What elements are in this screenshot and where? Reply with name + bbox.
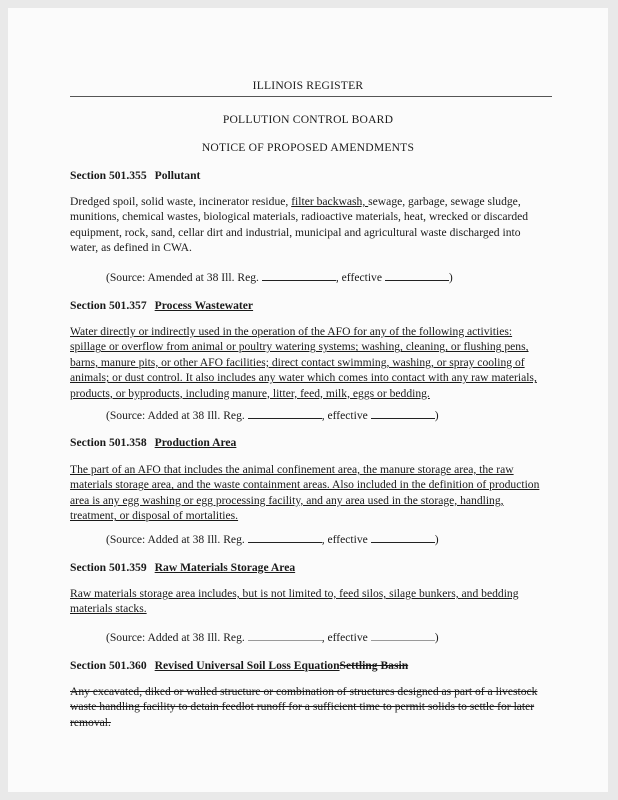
header-rule bbox=[70, 96, 552, 97]
source-note-501-358: (Source: Added at 38 Ill. Reg. , effective ) bbox=[106, 533, 439, 546]
section-number: Section 501.357 bbox=[70, 299, 147, 312]
section-heading-501-360 bbox=[70, 658, 550, 673]
section-title: Raw Materials Storage Area bbox=[154, 561, 296, 574]
effective-blank bbox=[371, 630, 435, 641]
effective-blank bbox=[385, 270, 449, 281]
section-heading-501-359 bbox=[70, 560, 550, 575]
section-title: Production Area bbox=[154, 436, 237, 449]
board-title: POLLUTION CONTROL BOARD bbox=[222, 113, 394, 126]
register-blank bbox=[248, 532, 322, 543]
section-number: Section 501.355 bbox=[70, 169, 147, 182]
section-body-501-357: Water directly or indirectly used in the operation of the AFO for any of the following activities: spillage or overflow from animal or poultry watering systems; washing, cleaning, or flushing pens, barns, manure pits, or other AFO facilities; direct contact swimming, washing, or spray cooling of animals; or dust control. It also includes any water which comes into contact with any raw materials, products, or byproducts, including manure, litter, feed, milk, eggs or bedding. bbox=[70, 325, 537, 400]
notice-title: NOTICE OF PROPOSED AMENDMENTS bbox=[201, 141, 415, 154]
section-title: Pollutant bbox=[154, 169, 201, 182]
source-note-501-355: (Source: Amended at 38 Ill. Reg. , effective ) bbox=[106, 271, 453, 284]
section-title-deleted: Settling Basin bbox=[339, 659, 409, 672]
section-body-501-358: The part of an AFO that includes the animal confinement area, the manure storage area, the raw materials storage area, and the waste containment areas. Also included in the definition of production area is any egg washing or egg processing facility, and any area used in the storage, handling, treatment, or disposal of mortalities. bbox=[70, 463, 540, 523]
source-note-501-357: (Source: Added at 38 Ill. Reg. , effective ) bbox=[106, 409, 439, 422]
section-heading-501-358 bbox=[70, 435, 550, 450]
effective-blank bbox=[371, 532, 435, 543]
section-title-inserted: Revised Universal Soil Loss Equation bbox=[154, 659, 340, 672]
section-title: Process Wastewater bbox=[154, 299, 254, 312]
section-body-501-355 bbox=[70, 194, 550, 256]
body-text: sewage, garbage, sewage sludge, munitions, chemical wastes, biological materials, radioactive materials, heat, wrecked or discarded equipment, rock, sand, cellar dirt and industrial, municipal and agricultural waste discharged into water, as defined in CWA. bbox=[70, 195, 529, 255]
inserted-text: filter backwash, bbox=[291, 195, 369, 208]
section-number: Section 501.359 bbox=[70, 561, 147, 574]
section-body-501-360-deleted: Any excavated, diked or walled structure or combination of structures designed as part of a livestock waste handling facility to detain feedlot runoff for a sufficient time to permit solids to settle for later removal. bbox=[70, 685, 538, 729]
section-number: Section 501.360 bbox=[70, 659, 147, 672]
source-note-501-359: (Source: Added at 38 Ill. Reg. , effective ) bbox=[106, 631, 439, 644]
register-blank bbox=[262, 270, 336, 281]
register-blank bbox=[248, 630, 322, 641]
effective-blank bbox=[371, 408, 435, 419]
register-title: ILLINOIS REGISTER bbox=[252, 79, 364, 92]
section-number: Section 501.358 bbox=[70, 436, 147, 449]
section-heading-501-355 bbox=[70, 168, 550, 183]
body-text: Dredged spoil, solid waste, incinerator residue, bbox=[70, 195, 292, 208]
document-page bbox=[8, 8, 608, 792]
register-blank bbox=[248, 408, 322, 419]
section-body-501-359: Raw materials storage area includes, but is not limited to, feed silos, silage bunkers, and bedding materials stacks. bbox=[70, 587, 519, 616]
section-heading-501-357 bbox=[70, 298, 550, 313]
